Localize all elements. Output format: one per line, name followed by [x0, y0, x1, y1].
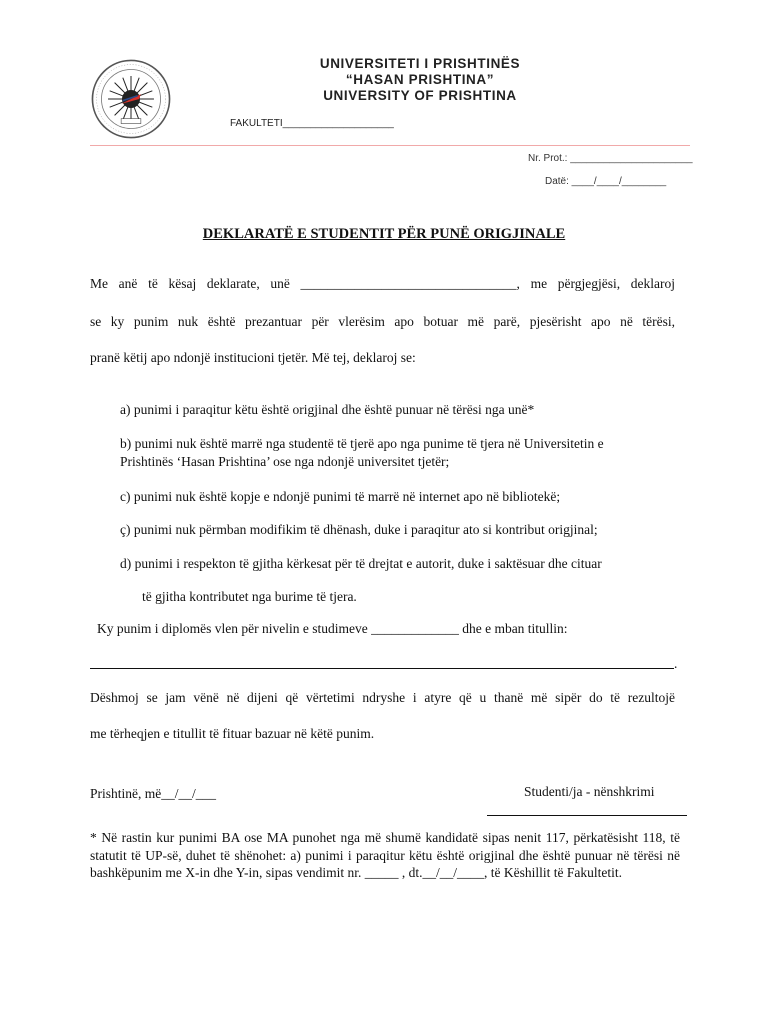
declaration-item-a: a) punimi i paraqitur këtu është origjinal dhe është punuar në tërësi nga unë* — [120, 402, 535, 417]
faculty-field: FAKULTETI____________________ — [230, 118, 394, 129]
declaration-item-c-cedilla: ç) punimi nuk përmban modifikim të dhënash, duke i paraqitur ato si kontribut origjinal; — [120, 522, 598, 537]
footnote: * Në rastin kur punimi BA ose MA punohet nga më shumë kandidatë sipas nenit 117, përkatësisht 118, të statutit të UP-së, duhet të shënohet: a) punimi i paraqitur këtu është origjinal dhe është punuar në tërësi në bashkëpunim me X-in dhe Y-in, sipas vendimit nr. _____ , dt.__/__/____, të Këshillit të Fakultetit. — [90, 830, 680, 881]
protocol-number-field: Nr. Prot.: ______________________ — [528, 153, 693, 164]
university-seal-logo — [90, 58, 172, 140]
document-title: DEKLARATË E STUDENTIT PËR PUNË ORIGJINALE — [202, 226, 566, 242]
declaration-item-b-line-1: b) punimi nuk është marrë nga studentë të tjerë apo nga punime të tjera në Universitetin e — [120, 436, 604, 451]
witness-line-1: Dëshmoj se jam vënë në dijeni që vërtetimi ndryshe i atyre që u thanë më sipër do të rezultojë — [90, 690, 675, 705]
declaration-item-d-line-1: d) punimi i respekton të gjitha kërkesat për të drejtat e autorit, duke i saktësuar dhe cituar — [120, 556, 602, 571]
university-name-albanian: UNIVERSITETI I PRISHTINËS — [319, 56, 521, 71]
declaration-item-d-line-2: të gjitha kontributet nga burime të tjera. — [142, 589, 357, 604]
witness-line-2: me tërheqjen e titullit të fituar bazuar në këtë punim. — [90, 726, 375, 741]
intro-line-1: Me anë të kësaj deklarate, unë ________________________________, me përgjegjësi, deklaroj — [90, 276, 675, 291]
intro-line-3: pranë këtij apo ndonjë institucioni tjetër. Më tej, deklaroj se: — [90, 350, 416, 365]
thesis-level-line: Ky punim i diplomës vlen për nivelin e studimeve _____________ dhe e mban titullin: — [97, 621, 568, 636]
thesis-title-line-end: . — [674, 656, 678, 671]
thesis-title-blank-line — [90, 668, 674, 669]
signature-blank-line — [487, 815, 687, 816]
header-rule — [90, 145, 690, 146]
date-field: Datë: ____/____/________ — [545, 176, 667, 187]
declaration-item-c: c) punimi nuk është kopje e ndonjë punimi të marrë në internet apo në bibliotekë; — [120, 489, 561, 504]
place-and-date: Prishtinë, më__/__/___ — [90, 786, 216, 801]
university-name-english: UNIVERSITY OF PRISHTINA — [323, 88, 517, 103]
intro-line-2: se ky punim nuk është prezantuar për vlerësim apo botuar më parë, pjesërisht apo në tërësi, — [90, 314, 675, 329]
declaration-item-b-line-2: Prishtinës ‘Hasan Prishtina’ ose nga ndonjë universitet tjetër; — [120, 454, 450, 469]
university-name-hasan-prishtina: “HASAN PRISHTINA” — [345, 72, 495, 87]
signature-label: Studenti/ja - nënshkrimi — [524, 784, 655, 799]
